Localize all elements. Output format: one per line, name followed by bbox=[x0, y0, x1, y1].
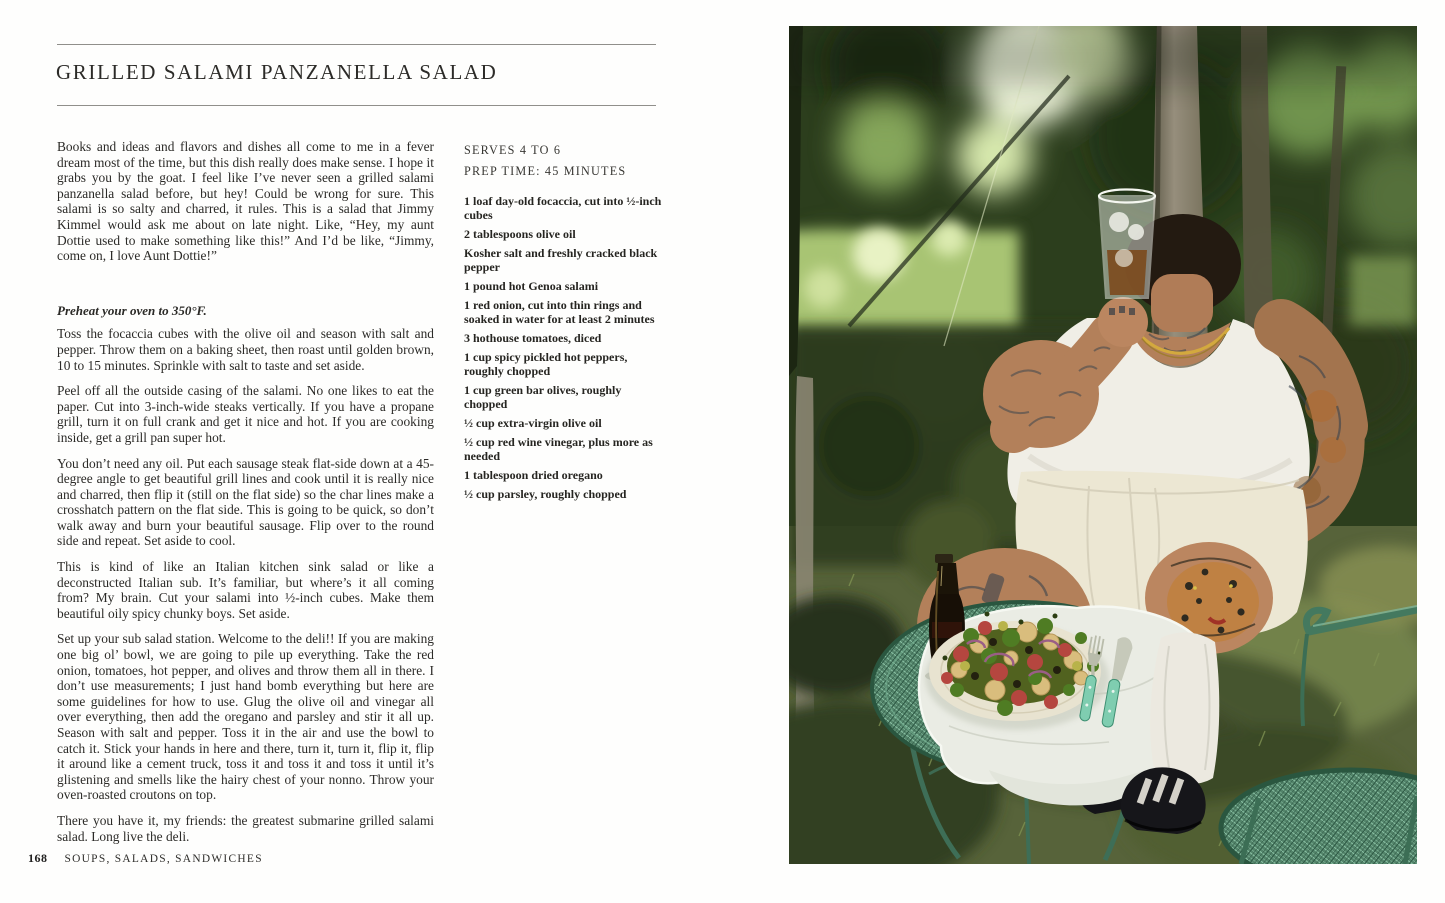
ice-cube bbox=[1128, 224, 1144, 240]
ice-cube bbox=[1115, 249, 1133, 267]
step-paragraph: Toss the focaccia cubes with the olive oil and season with salt and pepper. Throw them on a baking sheet, then roast until golden brown, 10 to 15 minutes. Sprinkle with salt to taste and set aside. bbox=[57, 326, 434, 373]
ingredient-item: ½ cup extra-virgin olive oil bbox=[464, 416, 602, 430]
ingredient-item: Kosher salt and freshly cracked black pepper bbox=[464, 246, 658, 274]
ingredient-item: 1 loaf day-old focaccia, cut into ½-inch cubes bbox=[464, 194, 662, 222]
intro-paragraph: Books and ideas and flavors and dishes all come to me in a fever dream most of the time, but this dish really does make sense. I hope it grabs you by the goat. I feel like I’ve never seen a grilled salami panzanella salad before, but hey! Could be wrong for sure. This salami is so salty and charred, it rules. This is a salad that Jimmy Kimmel would ask me about on late night. Like, “Hey, my aunt Dottie used to make something like this!” And I’d be like, “Jimmy, come on, I love Aunt Dottie!” bbox=[57, 139, 434, 264]
title-rule-top bbox=[57, 44, 656, 45]
page-footer bbox=[28, 851, 263, 866]
ingredient-item: 1 cup green bar olives, roughly chopped bbox=[464, 383, 622, 411]
bottle-cap bbox=[935, 554, 953, 563]
serves-label: SERVES 4 TO 6 bbox=[464, 143, 562, 157]
ingredient-item: 3 hothouse tomatoes, diced bbox=[464, 331, 602, 345]
step-paragraph: There you have it, my friends: the greatest submarine grilled salami salad. Long live the deli. bbox=[57, 812, 434, 844]
section-label: SOUPS, SALADS, SANDWICHES bbox=[64, 853, 263, 865]
plastic-cup bbox=[1099, 190, 1155, 299]
page-title: GRILLED SALAMI PANZANELLA SALAD bbox=[56, 60, 498, 84]
ingredients-column bbox=[464, 143, 664, 506]
recipe-photo bbox=[789, 26, 1417, 864]
ingredient-item: 2 tablespoons olive oil bbox=[464, 227, 576, 241]
ingredient-item: 1 red onion, cut into thin rings and soaked in water for at least 2 minutes bbox=[464, 298, 655, 326]
ice-cube bbox=[1109, 212, 1129, 232]
step-paragraph: Peel off all the outside casing of the salami. No one likes to eat the paper. Cut into 3-inch-wide steaks vertically. If you have a propane grill, turn it on full crank and get it nice and hot. If you are cooking inside, get a grill pan super hot. bbox=[57, 383, 434, 445]
ingredient-list bbox=[464, 194, 664, 501]
page-number: 168 bbox=[28, 851, 48, 865]
vignette bbox=[789, 26, 1417, 86]
fist bbox=[1098, 297, 1148, 347]
prep-time-label: PREP TIME: 45 MINUTES bbox=[464, 164, 627, 178]
neck bbox=[1151, 274, 1213, 332]
knee-sock bbox=[1150, 632, 1219, 784]
ingredient-item: ½ cup red wine vinegar, plus more as needed bbox=[464, 435, 653, 463]
step-paragraph: Set up your sub salad station. Welcome to the deli!! If you are making one big ol’ bowl, we are going to pile up everything. Take the red onion, tomatoes, hot pepper, and olives and throw them all in there. I don’t use measurements; I just hand bomb everything but here are some guidelines for how to use. Glug the olive oil and vinegar all over everything, then add the oregano and parsley and stir it all up. Season with salt and pepper. Toss it in the air and use the bowl to catch it. Stick your hands in here and there, turn it, turn it, flip it, flip it around like a cement truck, toss it and toss it and toss it until it’s glistening and smells like the hairy chest of your nonno. Throw your oven-roasted croutons on top. bbox=[57, 631, 434, 803]
step-paragraph: You don’t need any oil. Put each sausage steak flat-side down at a 45-degree angle to get beautiful grill lines and cook until it is really nice and charred, then flip it (still on the flat side) so the char lines make a crosshatch pattern on the flat side. This is going to be quick, so don’t walk away and burn your beautiful sausage. Flip over to the round side and repeat. Set aside to cool. bbox=[57, 455, 434, 549]
photo-illustration bbox=[789, 26, 1417, 864]
ingredient-item: 1 tablespoon dried oregano bbox=[464, 468, 603, 482]
ingredient-item: 1 pound hot Genoa salami bbox=[464, 279, 599, 293]
recipe-body-column bbox=[57, 139, 434, 854]
title-rule-bottom bbox=[57, 105, 656, 106]
step-paragraph: This is kind of like an Italian kitchen sink salad or like a deconstructed Italian sub. It’s familiar, but where’s it all coming from? My brain. Cut your salami into ½-inch cubes. Make them beautiful oily spicy chunky boys. Set aside. bbox=[57, 559, 434, 621]
ingredient-item: 1 cup spicy pickled hot peppers, roughly chopped bbox=[464, 350, 628, 378]
ingredient-item: ½ cup parsley, roughly chopped bbox=[464, 487, 627, 501]
preheat-note: Preheat your oven to 350°F. bbox=[57, 302, 207, 318]
